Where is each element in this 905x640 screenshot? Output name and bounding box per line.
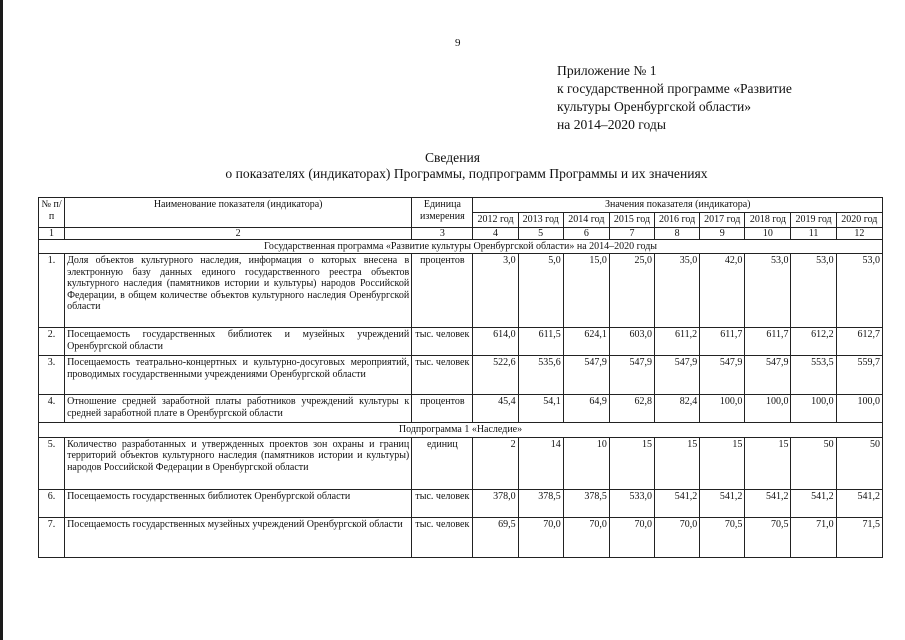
row-number: 6. <box>39 489 65 517</box>
row-number: 7. <box>39 517 65 557</box>
page-left-edge-scan-shadow <box>0 0 3 640</box>
indicator-value: 25,0 <box>609 254 654 328</box>
section-title: Государственная программа «Развитие культуры Оренбургской области» на 2014–2020 годы <box>39 239 883 254</box>
indicator-value: 53,0 <box>745 254 791 328</box>
indicator-value: 541,2 <box>745 489 791 517</box>
row-number: 5. <box>39 437 65 489</box>
column-number: 9 <box>700 227 745 239</box>
header-year: 2017 год <box>700 212 745 227</box>
header-year: 2015 год <box>609 212 654 227</box>
indicator-value: 533,0 <box>609 489 654 517</box>
header-num: № п/п <box>39 198 65 228</box>
indicator-value: 70,0 <box>518 517 563 557</box>
indicator-value: 541,2 <box>655 489 700 517</box>
column-number: 10 <box>745 227 791 239</box>
column-number: 4 <box>473 227 518 239</box>
indicator-value: 53,0 <box>791 254 836 328</box>
indicator-value: 82,4 <box>655 395 700 423</box>
indicator-value: 547,9 <box>655 356 700 395</box>
indicator-name: Посещаемость государственных библиотек Оренбургской области <box>65 489 412 517</box>
indicator-name: Доля объектов культурного наследия, информация о которых внесена в электронную базу данных единого государственного реестра объектов культурного наследия (памятников истории и культуры) народов Российской Федерации, в общем количестве объектов культурного наследия Оренбургской области <box>65 254 412 328</box>
indicator-value: 611,7 <box>700 328 745 356</box>
indicator-value: 70,0 <box>563 517 609 557</box>
indicator-value: 541,2 <box>836 489 882 517</box>
row-number: 1. <box>39 254 65 328</box>
table-row <box>39 328 883 356</box>
indicator-value: 70,5 <box>700 517 745 557</box>
table-row <box>39 356 883 395</box>
indicator-value: 70,5 <box>745 517 791 557</box>
indicator-value: 624,1 <box>563 328 609 356</box>
appendix-header <box>557 62 792 134</box>
indicator-value: 535,6 <box>518 356 563 395</box>
indicator-value: 35,0 <box>655 254 700 328</box>
indicator-value: 378,5 <box>518 489 563 517</box>
section-row <box>39 239 883 254</box>
table-row <box>39 254 883 328</box>
indicator-value: 611,7 <box>745 328 791 356</box>
indicator-value: 69,5 <box>473 517 518 557</box>
indicator-value: 547,9 <box>609 356 654 395</box>
indicator-unit: тыс. человек <box>412 356 473 395</box>
table-row <box>39 395 883 423</box>
indicator-unit: процентов <box>412 395 473 423</box>
indicator-value: 378,0 <box>473 489 518 517</box>
row-number: 4. <box>39 395 65 423</box>
indicator-value: 612,7 <box>836 328 882 356</box>
table-row <box>39 489 883 517</box>
column-number: 6 <box>563 227 609 239</box>
column-number: 8 <box>655 227 700 239</box>
indicator-value: 70,0 <box>609 517 654 557</box>
indicator-value: 64,9 <box>563 395 609 423</box>
page-number: 9 <box>455 37 461 49</box>
indicator-value: 53,0 <box>836 254 882 328</box>
indicator-value: 15,0 <box>563 254 609 328</box>
indicator-value: 42,0 <box>700 254 745 328</box>
appendix-line: Приложение № 1 <box>557 63 657 78</box>
column-number: 11 <box>791 227 836 239</box>
column-number: 1 <box>39 227 65 239</box>
section-title: Подпрограмма 1 «Наследие» <box>39 423 883 438</box>
indicator-value: 62,8 <box>609 395 654 423</box>
header-year: 2018 год <box>745 212 791 227</box>
appendix-line: на 2014–2020 годы <box>557 117 666 132</box>
header-year: 2020 год <box>836 212 882 227</box>
indicator-value: 2 <box>473 437 518 489</box>
indicator-value: 100,0 <box>791 395 836 423</box>
header-year: 2013 год <box>518 212 563 227</box>
column-number: 3 <box>412 227 473 239</box>
indicator-value: 15 <box>745 437 791 489</box>
header-year: 2012 год <box>473 212 518 227</box>
indicator-value: 10 <box>563 437 609 489</box>
indicator-value: 50 <box>791 437 836 489</box>
indicator-value: 50 <box>836 437 882 489</box>
indicator-value: 100,0 <box>745 395 791 423</box>
indicator-value: 603,0 <box>609 328 654 356</box>
row-number: 2. <box>39 328 65 356</box>
header-name: Наименование показателя (индикатора) <box>65 198 412 228</box>
column-number: 2 <box>65 227 412 239</box>
indicator-value: 547,9 <box>700 356 745 395</box>
table-column-numbers-row <box>39 227 883 239</box>
indicator-unit: тыс. человек <box>412 328 473 356</box>
indicator-value: 547,9 <box>563 356 609 395</box>
indicator-value: 45,4 <box>473 395 518 423</box>
indicator-unit: процентов <box>412 254 473 328</box>
column-number: 12 <box>836 227 882 239</box>
document-title-line-1: Сведения <box>424 150 480 165</box>
indicator-value: 611,5 <box>518 328 563 356</box>
header-values-group: Значения показателя (индикатора) <box>473 198 883 213</box>
indicator-value: 3,0 <box>473 254 518 328</box>
indicator-value: 100,0 <box>836 395 882 423</box>
indicator-value: 553,5 <box>791 356 836 395</box>
indicator-value: 15 <box>609 437 654 489</box>
header-unit: Единица измерения <box>412 198 473 228</box>
indicator-value: 541,2 <box>700 489 745 517</box>
table-header-row <box>39 198 883 213</box>
indicator-value: 54,1 <box>518 395 563 423</box>
indicator-value: 614,0 <box>473 328 518 356</box>
indicator-value: 15 <box>700 437 745 489</box>
table-row <box>39 437 883 489</box>
indicator-value: 15 <box>655 437 700 489</box>
section-row <box>39 423 883 438</box>
indicators-table <box>38 197 883 558</box>
header-year: 2014 год <box>563 212 609 227</box>
indicator-unit: тыс. человек <box>412 517 473 557</box>
indicator-value: 541,2 <box>791 489 836 517</box>
indicator-name: Посещаемость театрально-концертных и культурно-досуговых мероприятий, проводимых государственными учреждениями Оренбургской области <box>65 356 412 395</box>
indicator-value: 70,0 <box>655 517 700 557</box>
indicator-value: 378,5 <box>563 489 609 517</box>
row-number: 3. <box>39 356 65 395</box>
indicator-value: 71,0 <box>791 517 836 557</box>
indicator-name: Посещаемость государственных библиотек и музейных учреждений Оренбургской области <box>65 328 412 356</box>
indicator-value: 611,2 <box>655 328 700 356</box>
indicator-name: Посещаемость государственных музейных учреждений Оренбургской области <box>65 517 412 557</box>
indicator-value: 522,6 <box>473 356 518 395</box>
indicator-value: 547,9 <box>745 356 791 395</box>
indicator-value: 559,7 <box>836 356 882 395</box>
indicator-name: Отношение средней заработной платы работников учреждений культуры к средней заработной плате в Оренбургской области <box>65 395 412 423</box>
appendix-line: к государственной программе «Развитие <box>557 81 792 96</box>
column-number: 5 <box>518 227 563 239</box>
header-year: 2019 год <box>791 212 836 227</box>
document-title <box>0 150 905 182</box>
indicator-value: 5,0 <box>518 254 563 328</box>
document-title-line-2: о показателях (индикаторах) Программы, подпрограмм Программы и их значениях <box>225 166 708 181</box>
indicator-value: 14 <box>518 437 563 489</box>
indicator-value: 612,2 <box>791 328 836 356</box>
indicator-name: Количество разработанных и утвержденных проектов зон охраны и границ территорий объектов культурного наследия (памятников истории и культуры) народов Российской Федерации в Оренбургской области <box>65 437 412 489</box>
table-row <box>39 517 883 557</box>
indicator-value: 71,5 <box>836 517 882 557</box>
indicator-unit: единиц <box>412 437 473 489</box>
appendix-line: культуры Оренбургской области» <box>557 99 752 114</box>
indicator-value: 100,0 <box>700 395 745 423</box>
column-number: 7 <box>609 227 654 239</box>
indicator-unit: тыс. человек <box>412 489 473 517</box>
header-year: 2016 год <box>655 212 700 227</box>
